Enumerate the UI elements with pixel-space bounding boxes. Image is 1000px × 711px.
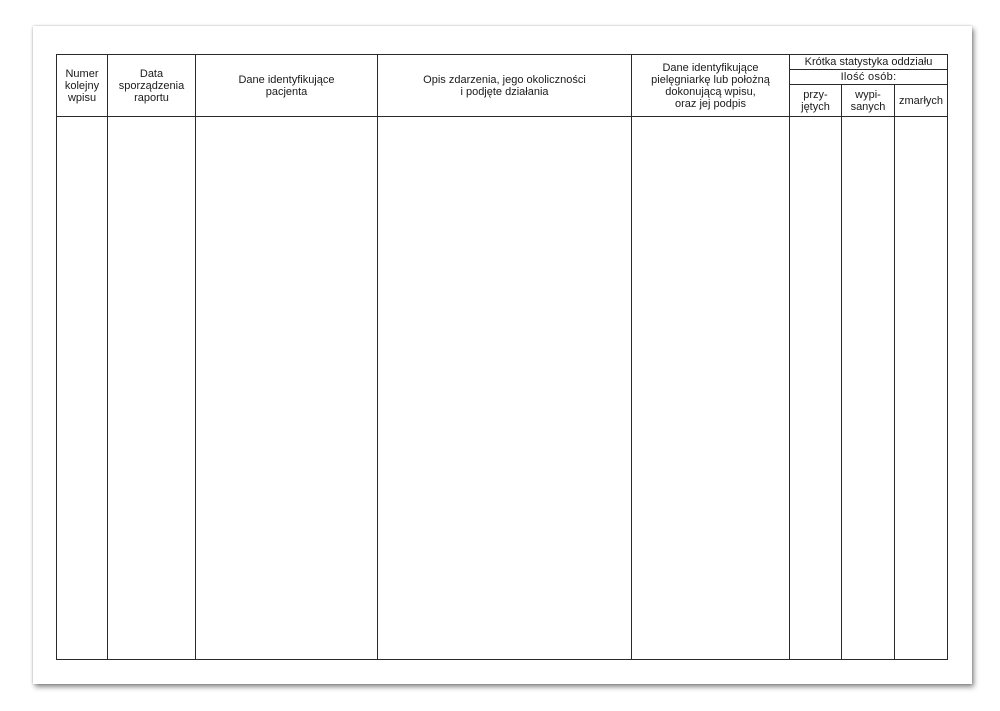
cell-admitted[interactable] (790, 117, 842, 660)
header-event-description: Opis zdarzenia, jego okoliczności i podjęte działania (378, 55, 632, 117)
cell-discharged[interactable] (842, 117, 895, 660)
header-report-date: Data sporządzenia raportu (108, 55, 196, 117)
header-patient-data: Dane identyfikujące pacjenta (196, 55, 378, 117)
cell-entry-number[interactable] (57, 117, 108, 660)
cell-event-description[interactable] (378, 117, 632, 660)
header-deceased: zmarłych (895, 85, 948, 117)
header-entry-number: Numer kolejny wpisu (57, 55, 108, 117)
header-statistics-title: Krótka statystyka oddziału (790, 55, 948, 70)
cell-nurse-data[interactable] (632, 117, 790, 660)
header-statistics-subtitle: Ilość osób: (790, 70, 948, 85)
header-discharged: wypi- sanych (842, 85, 895, 117)
cell-report-date[interactable] (108, 117, 196, 660)
cell-patient-data[interactable] (196, 117, 378, 660)
cell-deceased[interactable] (895, 117, 948, 660)
report-form-table (56, 54, 948, 660)
header-nurse-data: Dane identyfikujące pielęgniarkę lub położną dokonującą wpisu, oraz jej podpis (632, 55, 790, 117)
header-admitted: przy- jętych (790, 85, 842, 117)
